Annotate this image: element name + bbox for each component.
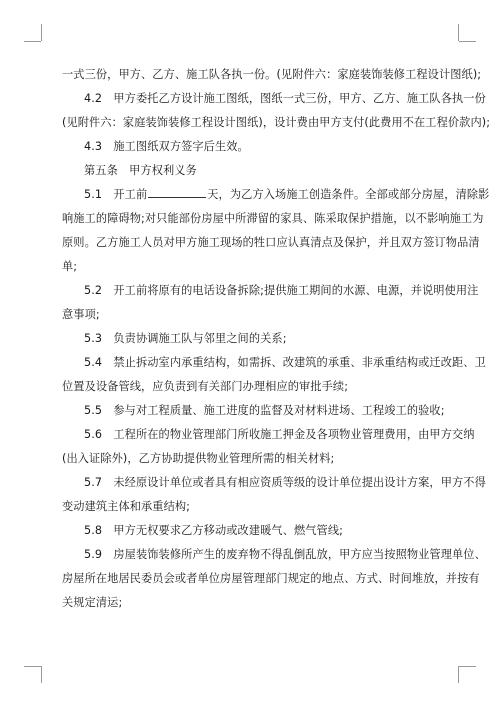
text-line: 5.4 禁止拆动室内承重结构，如需拆、改建筑的承重、非承重结构或迁改距、卫 <box>84 356 486 369</box>
text-line: 单; <box>62 260 78 273</box>
text-line: (出入证除外)，乙方协助提供物业管理所需的相关材料; <box>62 452 335 465</box>
crop-mark-bottom-right <box>459 666 476 667</box>
text-line: 房屋所在地居民委员会或者单位房屋管理部门规定的地点、方式、时间堆放，并按有 <box>62 572 480 585</box>
text-line: 一式三份，甲方、乙方、施工队各执一份。(见附件六：家庭装饰装修工程设计图纸); <box>62 68 482 81</box>
text-line: 5.3 负责协调施工队与邻里之间的关系; <box>84 332 287 345</box>
text-line: 响施工的障碍物;对只能部份房屋中所滞留的家具、陈采取保护措施，以不影响施工为 <box>62 212 484 225</box>
text-fragment: 5.1 开工前 <box>84 188 148 201</box>
text-line: 位置及设备管线，应负责到有关部门办理相应的审批手续; <box>62 380 349 393</box>
text-fragment: 天，为乙方入场施工创造条件。全部或部分房屋，清除影 <box>207 188 490 201</box>
text-line: 5.5 参与对工程质量、施工进度的监督及对材料进场、工程竣工的验收; <box>84 404 445 417</box>
text-line: 5.6 工程所在的物业管理部门所收施工押金及各项物业管理费用，由甲方交纳 <box>84 428 475 441</box>
crop-mark-bottom-left <box>24 666 41 667</box>
text-line: 4.3 施工图纸双方签字后生效。 <box>84 140 249 153</box>
crop-mark-top-left <box>41 24 42 41</box>
text-line: 5.9 房屋装饰装修所产生的废弃物不得乱倒乱放，甲方应当按照物业管理单位、 <box>84 548 486 561</box>
text-line: (见附件六：家庭装饰装修工程设计图纸)，设计费由甲方支付(此费用不在工程价款内); <box>62 116 491 129</box>
crop-mark-top-right <box>458 24 459 41</box>
text-line: 意事项; <box>62 308 100 321</box>
text-line: 4.2 甲方委托乙方设计施工图纸，图纸一式三份，甲方、乙方、施工队各执一份 <box>84 92 486 105</box>
text-line: 原则。乙方施工人员对甲方施工现场的牲口应认真清点及保护，并且双方签订物品清 <box>62 236 480 249</box>
crop-mark-top-left <box>24 41 41 42</box>
section-heading: 第五条 甲方权利义务 <box>84 164 197 177</box>
fill-in-blank <box>148 186 206 198</box>
crop-mark-top-right <box>459 41 476 42</box>
text-line: 变动建筑主体和承重结构; <box>62 500 191 513</box>
text-line: 关规定清运; <box>62 596 123 609</box>
text-line-with-blank <box>62 183 490 207</box>
text-line: 5.8 甲方无权要求乙方移动或改建暖气、燃气管线; <box>84 524 343 537</box>
text-line: 5.7 未经原设计单位或者具有相应资质等级的设计单位提出设计方案，甲方不得 <box>84 476 486 489</box>
crop-mark-bottom-left <box>41 666 42 683</box>
crop-mark-bottom-right <box>458 666 459 683</box>
document-body <box>62 63 491 615</box>
text-line: 5.2 开工前将原有的电话设备拆除;提供施工期间的水源、电源，并说明使用注 <box>84 284 479 297</box>
